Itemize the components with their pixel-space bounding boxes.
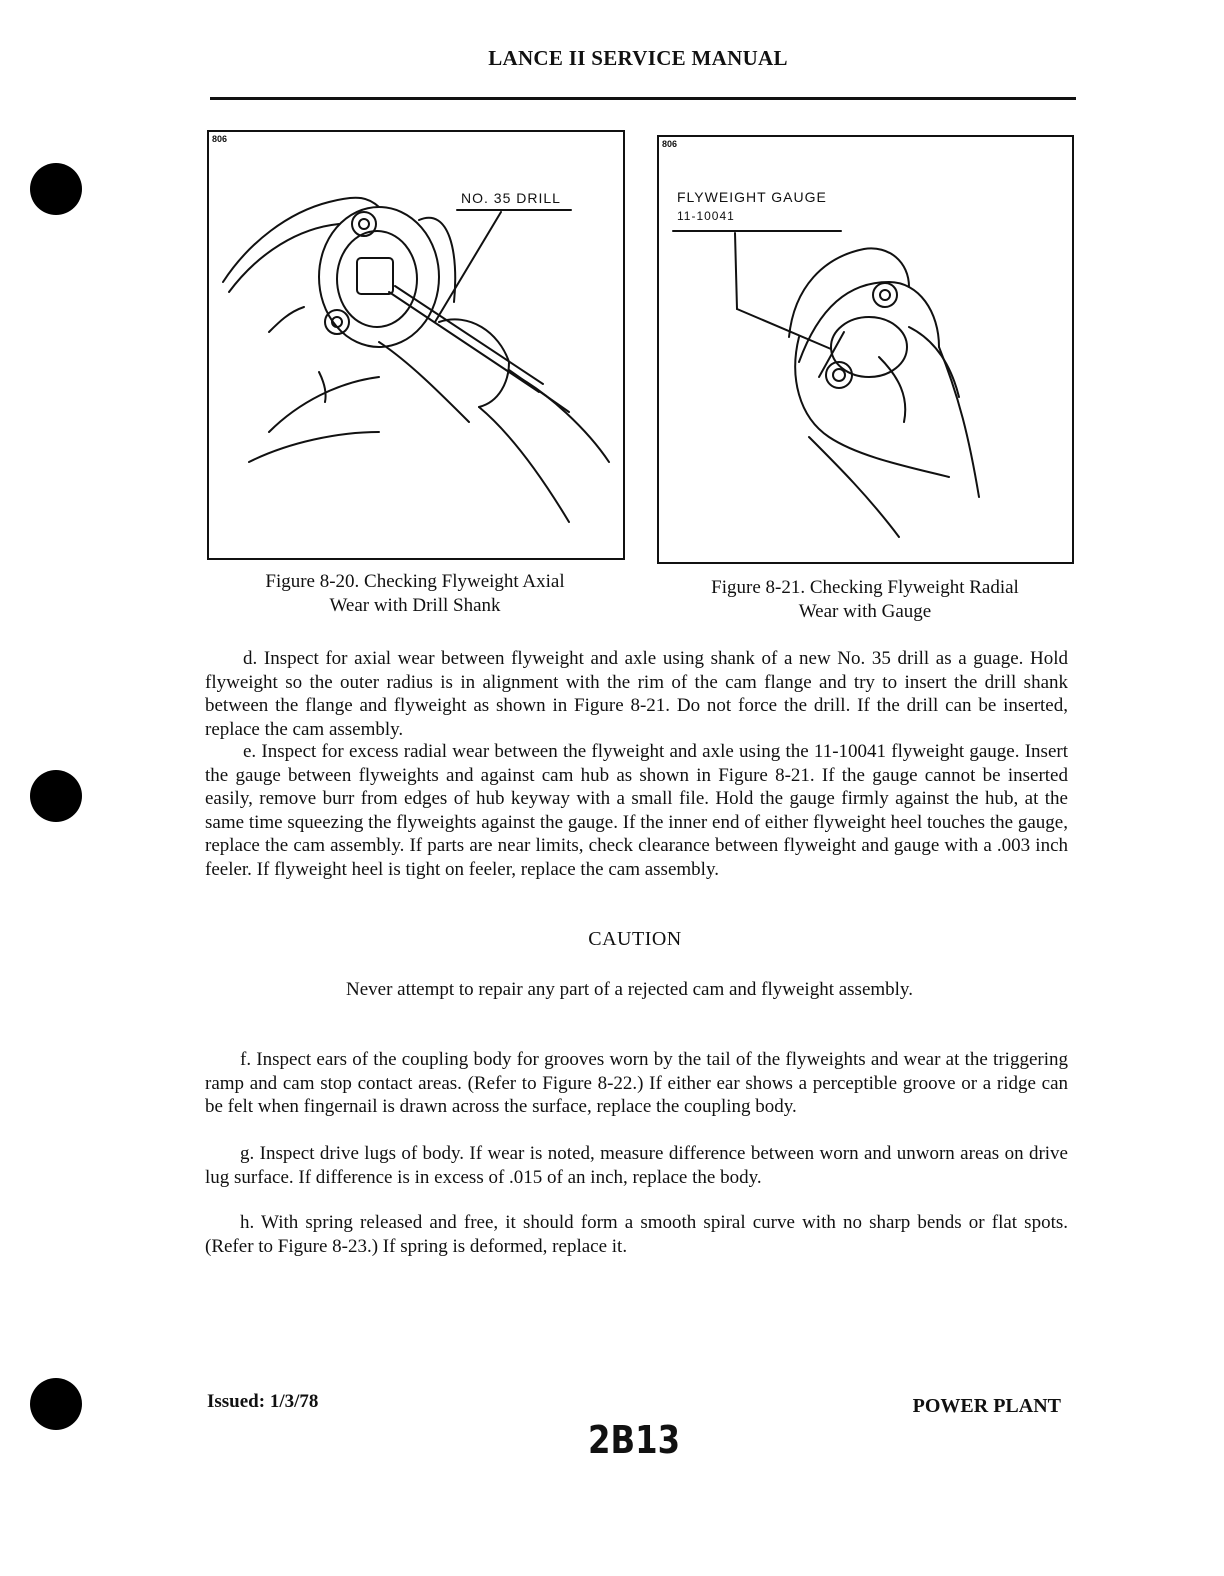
figure-8-20: [207, 130, 625, 560]
drill-check-illustration: [209, 132, 623, 558]
paragraph-d: d. Inspect for axial wear between flyweight and axle using shank of a new No. 35 drill as a guage. Hold flyweight so the outer radius is in alignment with the rim of the cam flange and try to insert the drill shank between the flange and flyweight as shown in Figure 8-21. Do not force the drill. If the drill can be inserted, replace the cam assembly.: [205, 648, 1068, 740]
binder-hole-top: [30, 163, 82, 215]
binder-hole-bottom: [30, 1378, 82, 1430]
paragraph-g: g. Inspect drive lugs of body. If wear is noted, measure difference between worn and unworn areas on drive lug surface. If difference is in excess of .015 of an inch, replace the body.: [205, 1143, 1068, 1188]
figure-8-20-caption: Figure 8-20. Checking Flyweight Axial Wear with Drill Shank: [265, 571, 565, 616]
page-code: 2B13: [588, 1418, 681, 1462]
callout-gauge-part-number: 11-10041: [677, 209, 735, 223]
paragraph-h: h. With spring released and free, it should form a smooth spiral curve with no sharp bends or flat spots. (Refer to Figure 8-23.) If spring is deformed, replace it.: [205, 1212, 1068, 1257]
figure-8-21-caption: Figure 8-21. Checking Flyweight Radial Wear with Gauge: [711, 577, 1019, 622]
callout-flyweight-gauge: FLYWEIGHT GAUGE: [677, 189, 827, 205]
binder-hole-middle: [30, 770, 82, 822]
caution-title: CAUTION: [588, 928, 682, 950]
figure-8-21: [657, 135, 1074, 564]
paragraph-f: f. Inspect ears of the coupling body for grooves worn by the tail of the flyweights and wear at the triggering ramp and cam stop contact areas. (Refer to Figure 8-22.) If either ear shows a perceptible groove or a ridge can be felt when fingernail is drawn across the surface, replace the coupling body.: [205, 1049, 1068, 1117]
figure-id-mark: 806: [662, 139, 678, 149]
caution-body: Never attempt to repair any part of a rejected cam and flyweight assembly.: [346, 979, 913, 1000]
page-header-title: LANCE II SERVICE MANUAL: [488, 46, 788, 70]
section-name: POWER PLANT: [912, 1395, 1061, 1417]
paragraph-e: e. Inspect for excess radial wear between the flyweight and axle using the 11-10041 flyweight gauge. Insert the gauge between flyweights and against cam hub as shown in Figure 8-21. If the gauge cannot be inserted easily, remove burr from edges of hub keyway with a small file. Hold the gauge firmly against the hub, at the same time squeezing the flyweights against the gauge. If the inner end of either flyweight heel touches the gauge, replace the cam assembly. If parts are near limits, check clearance between flyweight and gauge with a .003 inch feeler. If flyweight heel is tight on feeler, replace the cam assembly.: [205, 741, 1068, 880]
gauge-check-illustration: [659, 137, 1072, 562]
callout-no-35-drill: NO. 35 DRILL: [461, 190, 561, 206]
issued-date: Issued: 1/3/78: [207, 1391, 319, 1412]
header-rule: [210, 97, 1076, 100]
figure-id-mark: 806: [212, 134, 228, 144]
